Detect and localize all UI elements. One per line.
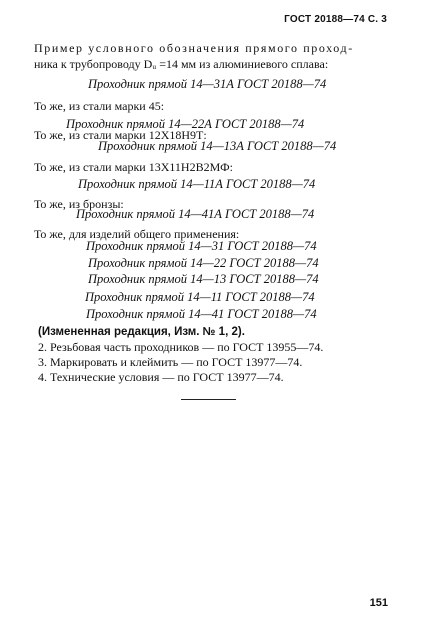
clause-4: 4. Технические условия — по ГОСТ 13977—74. [38,370,284,384]
label-bronze: То же, из бронзы: [34,197,124,211]
label-steel-45: То же, из стали марки 45: [34,99,165,113]
designation-steel-12x18h9t: Проходник прямой 14—13А ГОСТ 20188—74 [98,139,337,153]
label-steel-12x18h9t: То же, из стали марки 12Х18Н9Т: [34,128,207,142]
designation-steel-45: Проходник прямой 14—22А ГОСТ 20188—74 [66,117,305,131]
intro-line-1: Пример условного обозначения прямого проход- [34,41,354,55]
designation-steel-13x11: Проходник прямой 14—11А ГОСТ 20188—74 [78,177,316,191]
clauses-list [38,325,323,385]
designation-general-3: Проходник прямой 14—13 ГОСТ 20188—74 [88,272,319,286]
intro-line-2: ника к трубопроводу Dᵤ =14 мм из алюминиевого сплава: [34,57,329,71]
amendment-note: (Измененная редакция, Изм. № 1, 2). [38,326,245,338]
designation-general-1: Проходник прямой 14—31 ГОСТ 20188—74 [86,239,317,253]
clause-2: 2. Резьбовая часть проходников — по ГОСТ 13955—74. [38,340,324,354]
designation-general-5: Проходник прямой 14—41 ГОСТ 20188—74 [86,307,317,321]
label-steel-13x11: То же, из стали марки 13Х11Н2В2МФ: [34,160,233,174]
designation-bronze: Проходник прямой 14—41А ГОСТ 20188—74 [76,207,315,221]
page-number: 151 [369,597,388,609]
label-general-use: То же, для изделий общего применения: [34,227,240,241]
designation-general-2: Проходник прямой 14—22 ГОСТ 20188—74 [88,256,319,270]
end-rule [181,399,236,400]
designation-aluminium: Проходник прямой 14—31А ГОСТ 20188—74 [88,77,327,91]
designation-general-4: Проходник прямой 14—11 ГОСТ 20188—74 [85,290,315,304]
clause-3: 3. Маркировать и клеймить — по ГОСТ 13977—74. [38,355,303,369]
running-header: ГОСТ 20188—74 С. 3 [284,14,387,25]
